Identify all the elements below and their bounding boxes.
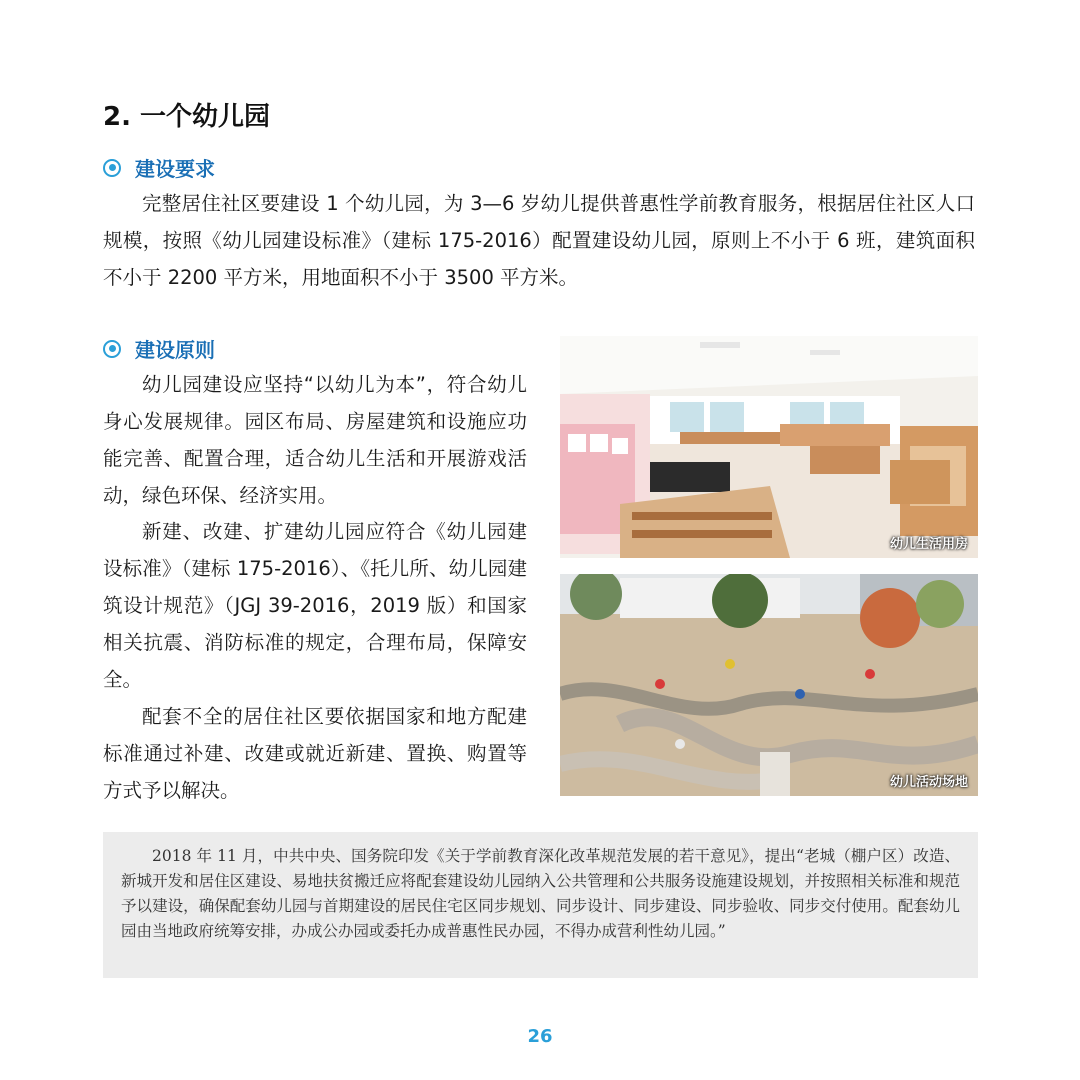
principles-heading <box>103 334 215 363</box>
principles-paragraph-3: 配套不全的居住社区要依据国家和地方配建标准通过补建、改建或就近新建、置换、购置等方式予以解决。 <box>103 705 527 802</box>
classroom-caption: 幼儿生活用房 <box>889 537 968 552</box>
playground-caption: 幼儿活动场地 <box>889 775 968 790</box>
requirements-paragraph: 完整居住社区要建设 1 个幼儿园，为 3—6 岁幼儿提供普惠性学前教育服务，根据居住社区人口规模，按照《幼儿园建设标准》（建标 175-2016）配置建设幼儿园，原则上不小于 6 班，建筑面积不小于 2200 平方米，用地面积不小于 3500 平方米。 <box>103 192 975 289</box>
policy-note-text: 2018 年 11 月，中共中央、国务院印发《关于学前教育深化改革规范发展的若干意见》，提出“老城（棚户区）改造、新城开发和居住区建设、易地扶贫搬迁应将配套建设幼儿园纳入公共管理和公共服务设施建设规划，并按照相关标准和规范予以建设，确保配套幼儿园与首期建设的居民住宅区同步规划、同步设计、同步建设、同步验收、同步交付使用。配套幼儿园由当地政府统筹安排，办成公办园或委托办成普惠性民办园，不得办成营利性幼儿园。” <box>121 847 960 940</box>
classroom-illustration <box>560 336 978 558</box>
playground-illustration <box>560 574 978 796</box>
principles-heading-label: 建设原则 <box>135 338 215 362</box>
playground-photo <box>560 574 978 796</box>
page-number: 26 <box>527 1026 553 1047</box>
requirements-heading-label: 建设要求 <box>135 157 215 181</box>
classroom-photo <box>560 336 978 558</box>
circle-bullet-icon <box>103 340 121 358</box>
principles-paragraph-1: 幼儿园建设应坚持“以幼儿为本”，符合幼儿身心发展规律。园区布局、房屋建筑和设施应功能完善、配置合理，适合幼儿生活和开展游戏活动，绿色环保、经济实用。 <box>103 373 527 507</box>
section-title: 2. 一个幼儿园 <box>103 102 271 132</box>
requirements-heading <box>103 153 215 182</box>
policy-note-box <box>103 832 978 978</box>
principles-paragraph-2: 新建、改建、扩建幼儿园应符合《幼儿园建设标准》（建标 175-2016）、《托儿所、幼儿园建筑设计规范》（JGJ 39-2016，2019 版）和国家相关抗震、消防标准的规定，合理布局，保障安全。 <box>103 520 527 691</box>
circle-bullet-icon <box>103 159 121 177</box>
